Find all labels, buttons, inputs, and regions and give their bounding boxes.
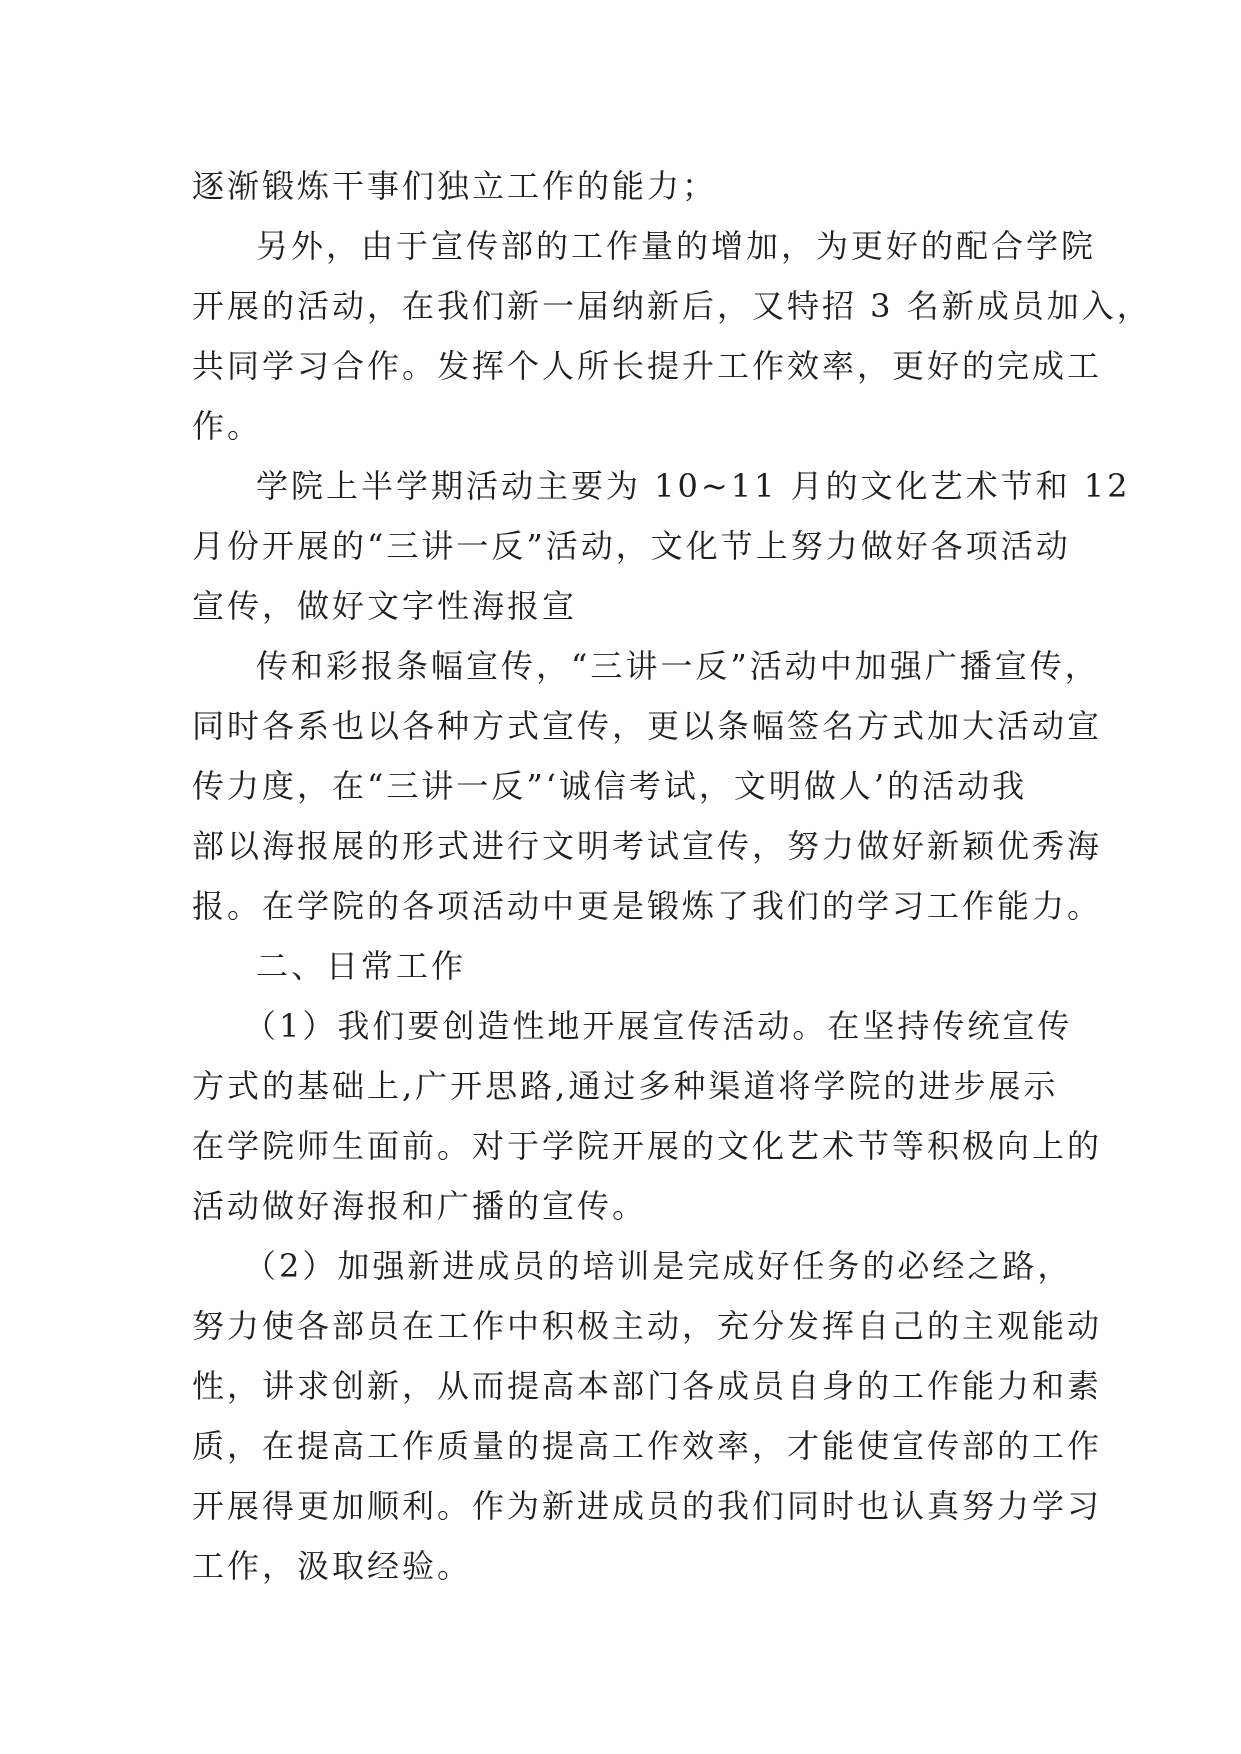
paragraph-line: 传和彩报条幅宣传，“三讲一反”活动中加强广播宣传， <box>256 647 1100 685</box>
paragraph-line: 开展得更加顺利。作为新进成员的我们同时也认真努力学习 <box>192 1487 1103 1525</box>
paragraph-line: 工作，汲取经验。 <box>192 1547 473 1585</box>
paragraph-line: 质，在提高工作质量的提高工作效率，才能使宣传部的工作 <box>192 1427 1103 1465</box>
paragraph-line: 报。在学院的各项活动中更是锻炼了我们的学习工作能力。 <box>192 887 1103 925</box>
paragraph-line: 学院上半学期活动主要为 10~11 月的文化艺术节和 12 <box>256 467 1131 505</box>
paragraph-line: 宣传，做好文字性海报宣 <box>192 587 578 625</box>
paragraph-line: （1）我们要创造性地开展宣传活动。在坚持传统宣传 <box>244 1007 1073 1045</box>
paragraph-line: 逐渐锻炼干事们独立工作的能力； <box>192 167 718 205</box>
paragraph-line: 努力使各部员在工作中积极主动，充分发挥自己的主观能动 <box>192 1307 1103 1345</box>
paragraph-line: 作。 <box>192 407 263 445</box>
paragraph-line: 性，讲求创新，从而提高本部门各成员自身的工作能力和素 <box>192 1367 1103 1405</box>
document-body <box>192 156 1152 1596</box>
paragraph-line: 共同学习合作。发挥个人所长提升工作效率，更好的完成工 <box>192 347 1103 385</box>
section-heading: 二、日常工作 <box>256 947 467 985</box>
paragraph-line: 活动做好海报和广播的宣传。 <box>192 1187 648 1225</box>
paragraph-line: 开展的活动，在我们新一届纳新后，又特招 3 名新成员加入， <box>192 287 1152 325</box>
paragraph-line: 传力度，在“三讲一反”‘诚信考试，文明做人’的活动我 <box>192 767 1028 805</box>
paragraph-line: 方式的基础上,广开思路,通过多种渠道将学院的进步展示 <box>192 1067 1059 1105</box>
paragraph-line: 在学院师生面前。对于学院开展的文化艺术节等积极向上的 <box>192 1127 1103 1165</box>
paragraph-line: 另外，由于宣传部的工作量的增加，为更好的配合学院 <box>256 227 1097 265</box>
paragraph-line: 部以海报展的形式进行文明考试宣传，努力做好新颖优秀海 <box>192 827 1103 865</box>
paragraph-line: 月份开展的“三讲一反”活动，文化节上努力做好各项活动 <box>192 527 1071 565</box>
paragraph-line: 同时各系也以各种方式宣传，更以条幅签名方式加大活动宣 <box>192 707 1103 745</box>
paragraph-line: （2）加强新进成员的培训是完成好任务的必经之路， <box>244 1247 1073 1285</box>
